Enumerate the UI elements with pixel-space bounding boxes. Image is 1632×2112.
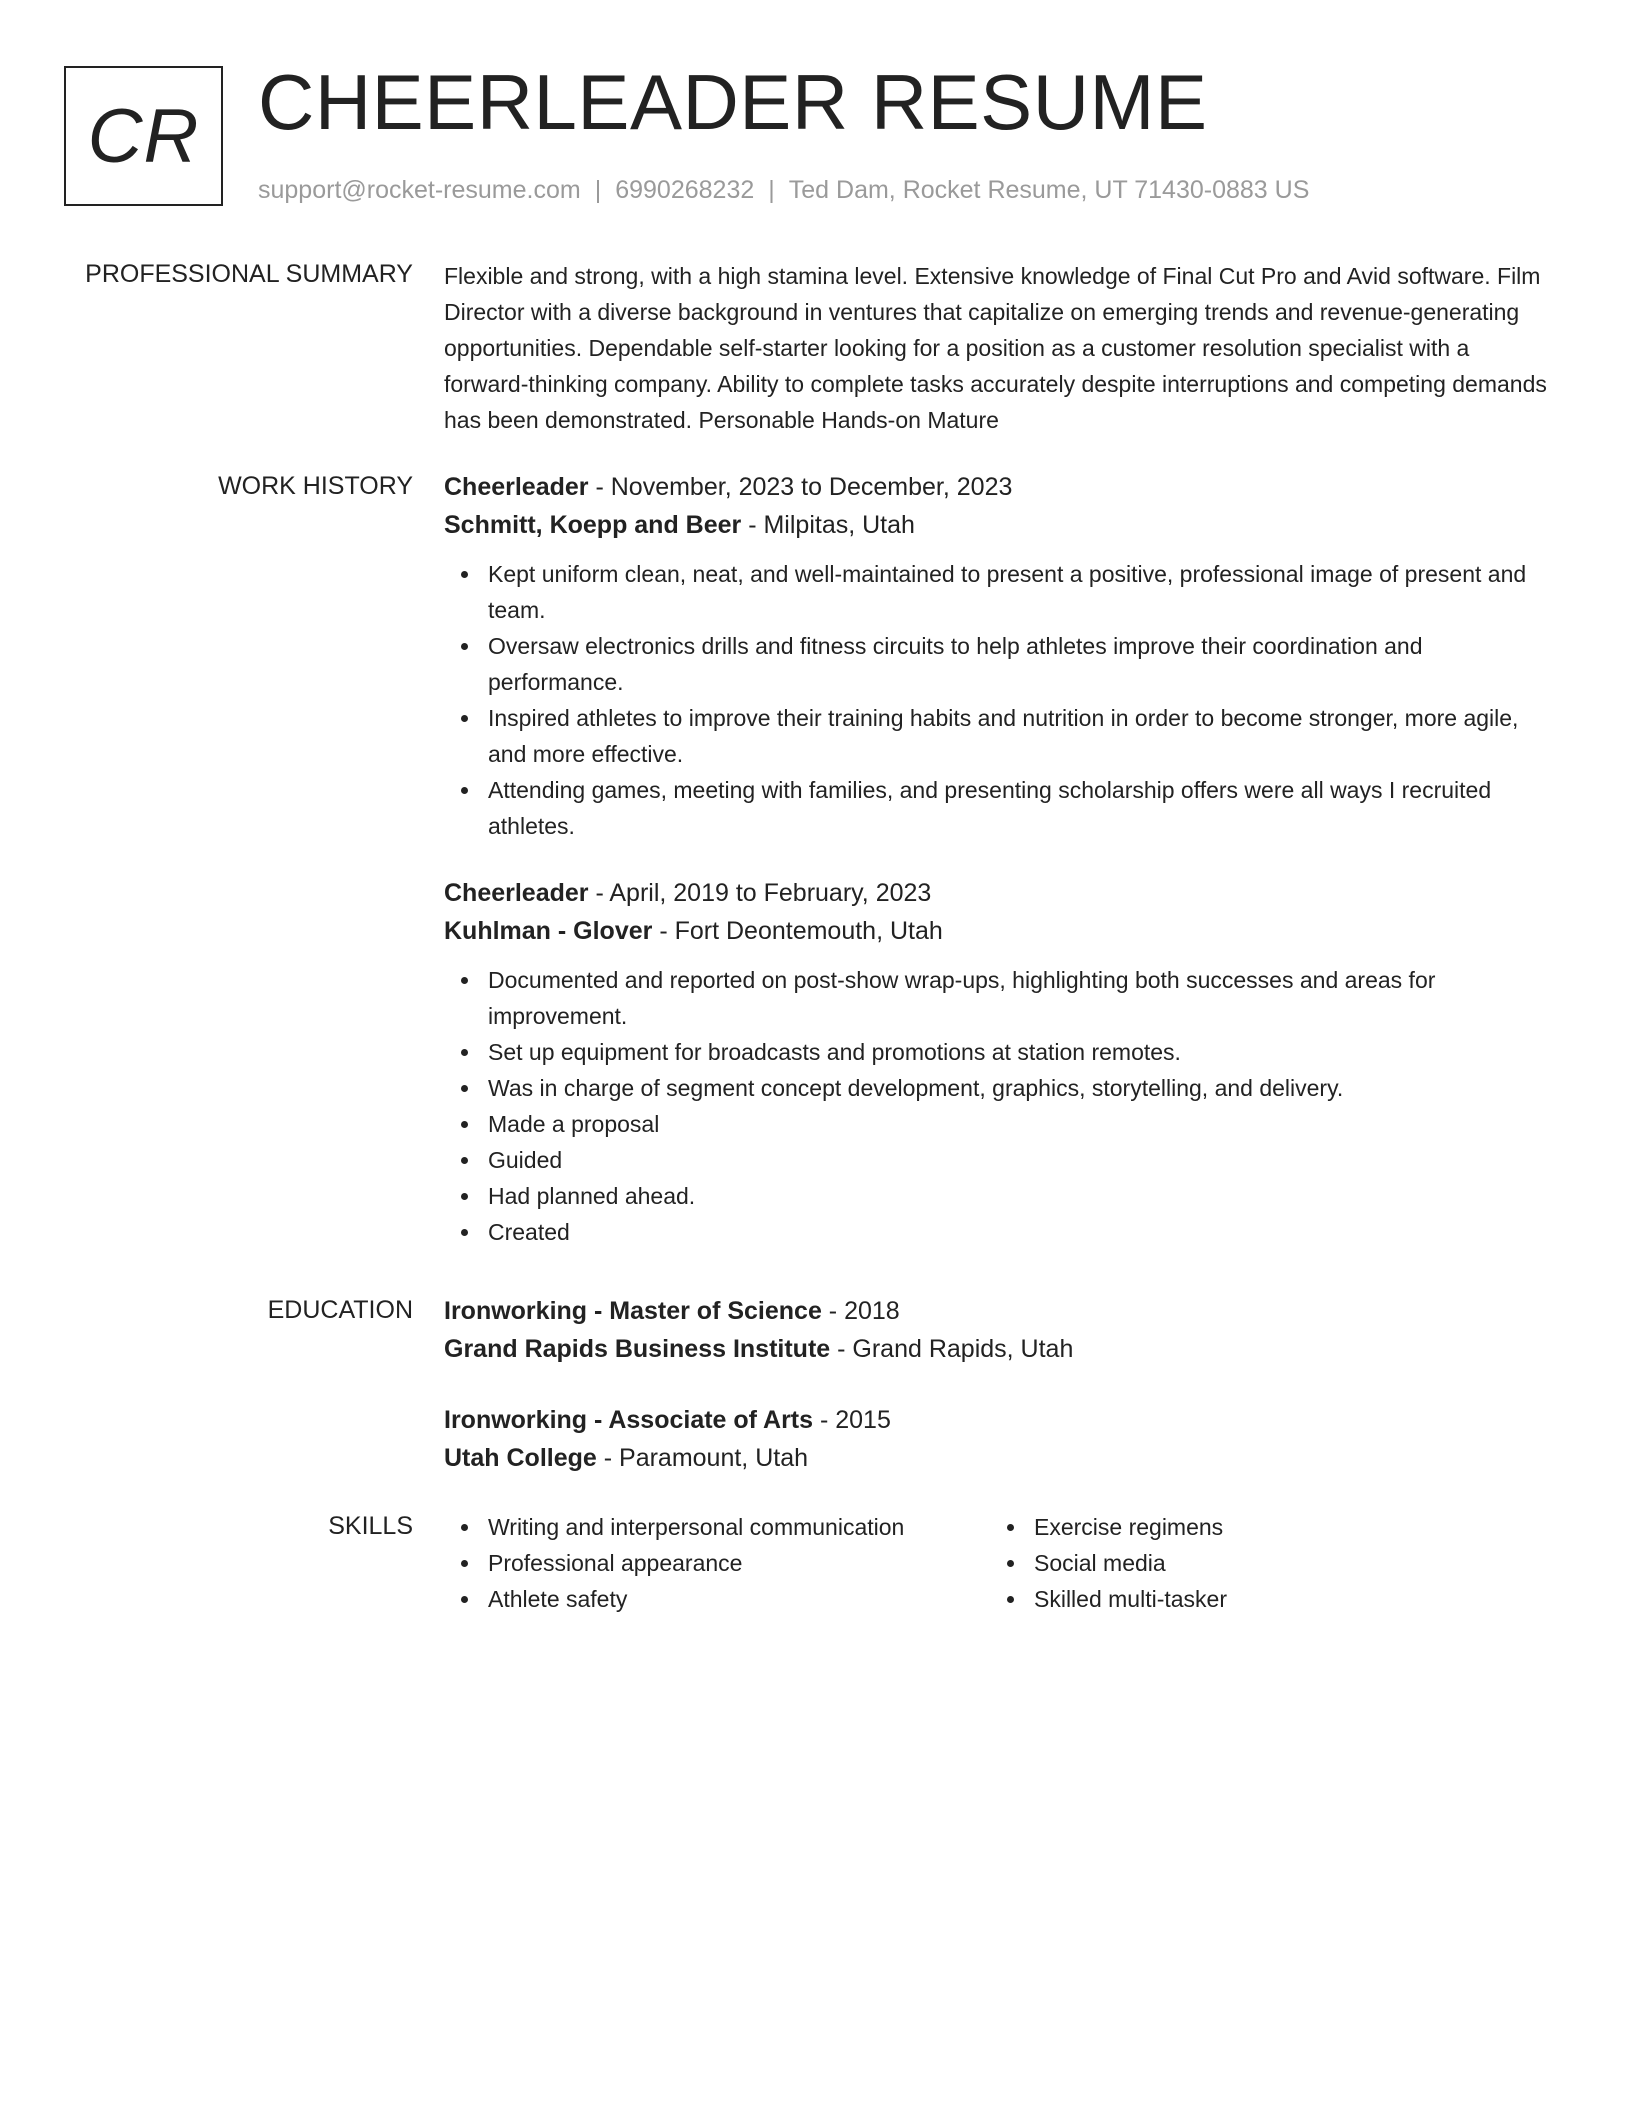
job-position: Cheerleader: [444, 473, 589, 501]
skills-heading: SKILLS: [328, 1512, 413, 1540]
work-history-heading: WORK HISTORY: [218, 472, 413, 500]
list-item: Guided: [488, 1142, 1558, 1178]
list-item: Documented and reported on post-show wrap-ups, highlighting both successes and areas for improvement.: [488, 962, 1558, 1034]
list-item: Professional appearance: [488, 1545, 990, 1581]
skills-list: [990, 1509, 1490, 1617]
contact-phone[interactable]: 6990268232: [615, 176, 755, 204]
list-item: Social media: [1034, 1545, 1490, 1581]
list-item: Had planned ahead.: [488, 1178, 1558, 1214]
contact-line: [258, 172, 1309, 208]
summary-heading: PROFESSIONAL SUMMARY: [85, 260, 413, 288]
list-item: Oversaw electronics drills and fitness circuits to help athletes improve their coordination and performance.: [488, 628, 1558, 700]
education-year: - 2015: [813, 1406, 891, 1434]
contact-separator: |: [768, 176, 775, 204]
education-entry: [444, 1292, 1558, 1368]
education-location: - Paramount, Utah: [596, 1444, 809, 1472]
job-company: Schmitt, Koepp and Beer: [444, 511, 742, 539]
list-item: Made a proposal: [488, 1106, 1558, 1142]
education-school: Grand Rapids Business Institute: [444, 1335, 831, 1363]
monogram-text: CR: [87, 93, 200, 179]
job-company: Kuhlman - Glover: [444, 917, 653, 945]
list-item: Writing and interpersonal communication: [488, 1509, 990, 1545]
job-entry: [444, 874, 1558, 1250]
contact-address: Ted Dam, Rocket Resume, UT 71430-0883 US: [788, 176, 1310, 204]
job-duties-list: [444, 962, 1558, 1250]
job-dates: - April, 2019 to February, 2023: [588, 879, 932, 907]
job-position: Cheerleader: [444, 879, 589, 907]
list-item: Kept uniform clean, neat, and well-maintained to present a positive, professional image of present and team.: [488, 556, 1558, 628]
education-school-line: [444, 1330, 1558, 1368]
job-location: - Fort Deontemouth, Utah: [652, 917, 943, 945]
skills-columns: [444, 1509, 1558, 1617]
contact-email[interactable]: support@rocket-resume.com: [258, 176, 581, 204]
summary-text: Flexible and strong, with a high stamina level. Extensive knowledge of Final Cut Pro and Avid software. Film Director with a diverse background in ventures that capitalize on emerging trends and revenue-generating opportunities. Dependable self-starter looking for a position as a customer resolution specialist with a forward-thinking company. Ability to complete tasks accurately despite interruptions and competing demands has been demonstrated. Personable Hands-on Mature: [444, 263, 1547, 433]
list-item: Inspired athletes to improve their training habits and nutrition in order to become stronger, more agile, and more effective.: [488, 700, 1558, 772]
education-degree-line: [444, 1401, 1558, 1439]
list-item: Skilled multi-tasker: [1034, 1581, 1490, 1617]
education-degree: Ironworking - Associate of Arts: [444, 1406, 814, 1434]
job-duties-list: [444, 556, 1558, 844]
list-item: Created: [488, 1214, 1558, 1250]
education-year: - 2018: [821, 1297, 900, 1325]
job-company-line: [444, 506, 1558, 544]
education-entry: [444, 1401, 1558, 1477]
list-item: Athlete safety: [488, 1581, 990, 1617]
education-heading: EDUCATION: [267, 1296, 413, 1324]
education-location: - Grand Rapids, Utah: [830, 1335, 1074, 1363]
education-school-line: [444, 1439, 1558, 1477]
job-location: - Milpitas, Utah: [741, 511, 915, 539]
job-entry: [444, 468, 1558, 844]
list-item: Was in charge of segment concept development, graphics, storytelling, and delivery.: [488, 1070, 1558, 1106]
education-school: Utah College: [444, 1444, 597, 1472]
education-degree: Ironworking - Master of Science: [444, 1297, 822, 1325]
job-dates: - November, 2023 to December, 2023: [588, 473, 1013, 501]
job-company-line: [444, 912, 1558, 950]
resume-title: CHEERLEADER RESUME: [258, 58, 1208, 146]
monogram-logo: [64, 66, 223, 206]
list-item: Attending games, meeting with families, and presenting scholarship offers were all ways I recruited athletes.: [488, 772, 1558, 844]
list-item: Exercise regimens: [1034, 1509, 1490, 1545]
contact-separator: |: [594, 176, 602, 204]
list-item: Set up equipment for broadcasts and promotions at station remotes.: [488, 1034, 1558, 1070]
job-title-line: [444, 874, 1558, 912]
education-degree-line: [444, 1292, 1558, 1330]
skills-list: [444, 1509, 990, 1617]
job-title-line: [444, 468, 1558, 506]
